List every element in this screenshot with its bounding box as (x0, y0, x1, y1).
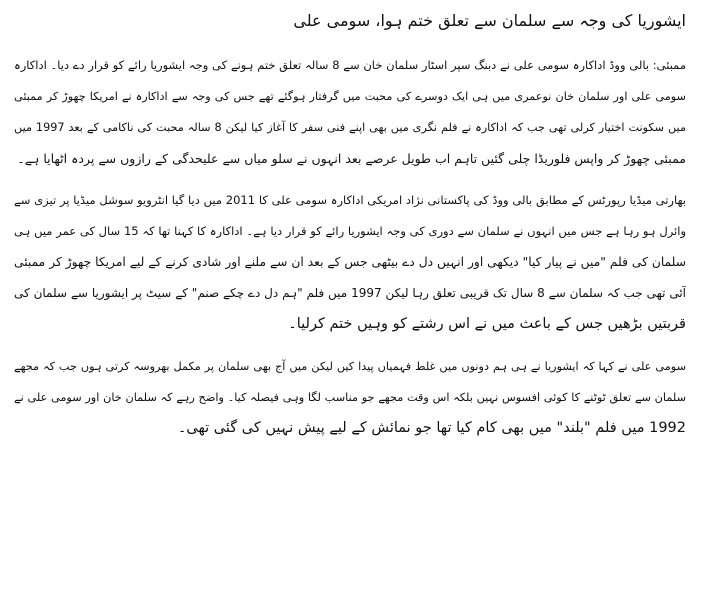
paragraph-line: میں سکونت اختیار کرلی تھی جب کہ اداکارہ نے فلم نگری میں بھی اپنے فنی سفر کا آغاز کیا لیکن 8 سالہ محبت کی ناکامی کے بعد 1997 میں (14, 121, 686, 134)
paragraph-line: بھارتی میڈیا رپورٹس کے مطابق بالی ووڈ کی پاکستانی نژاد امریکی اداکارہ سومی علی کا 2011 میں دیا گیا انٹرویو سوشل میڈیا پر تیزی سے (14, 193, 686, 207)
paragraph-line: سلمان کی فلم "میں نے پیار کیا" دیکھی اور انہیں دل دے بیٹھی جس کے بعد ان سے ملنے اور شادی کرنے کے لیے امریکا چھوڑ کر ممبئی (14, 255, 686, 269)
article-headline: ایشوریا کی وجہ سے سلمان سے تعلق ختم ہوا، سومی علی (293, 11, 686, 30)
paragraph-line: قربتیں بڑھیں جس کے باعث میں نے اس رشتے کو وہیں ختم کرلیا۔ (288, 316, 686, 332)
article-paragraph-1 (14, 50, 686, 174)
paragraph-line: ممبئی: بالی ووڈ اداکارہ سومی علی نے دبنگ سپر اسٹار سلمان خان سے 8 سالہ تعلق ختم ہونے کی وجہ ایشوریا رائے کو قرار دے دیا۔ اداکارہ (14, 58, 686, 72)
news-article (14, 6, 686, 455)
paragraph-line: سومی علی نے کہا کہ ایشوریا نے ہی ہم دونوں میں غلط فہمیاں پیدا کیں لیکن میں آج بھی سلمان پر مکمل بھروسہ کرتی ہوں جب کہ مجھے (14, 360, 686, 373)
paragraph-line: وائرل ہو رہا ہے جس میں انہوں نے سلمان سے دوری کی وجہ ایشوریا رائے کو قرار دیا ہے۔ اداکارہ کا کہنا تھا کہ 15 سال کی عمر میں ہی (14, 224, 686, 238)
paragraph-line: 1992 میں فلم "بلند" میں بھی کام کیا تھا جو نمائش کے لیے پیش نہیں کی گئی تھی۔ (177, 420, 686, 436)
paragraph-line: ممبئی چھوڑ کر واپس فلوریڈا چلی گئیں تاہم اب طویل عرصے بعد انہوں نے سلو میاں سے علیحدگی کے رازوں سے پردہ اٹھایا ہے۔ (17, 151, 686, 166)
paragraph-line: سومی علی اور سلمان خان نوعمری میں ہی ایک دوسرے کی محبت میں گرفتار ہوگئے تھے جس کی وجہ سے اداکارہ نے امریکا چھوڑ کر ممبئی (14, 90, 686, 103)
article-paragraph-2 (14, 185, 686, 340)
paragraph-line: سلمان سے تعلق ٹوٹنے کا کوئی افسوس نہیں بلکہ اس وقت مجھے جو مناسب لگا وہی فیصلہ کیا۔ واضح رہے کہ سلمان خان اور سومی علی نے (14, 391, 686, 404)
paragraph-line: آئی تھی جب کہ سلمان سے 8 سال تک قریبی تعلق رہا لیکن 1997 میں فلم "ہم دل دے چکے صنم" کے سیٹ پر ایشوریا سے سلمان کی (14, 286, 686, 300)
article-paragraph-3 (14, 351, 686, 444)
